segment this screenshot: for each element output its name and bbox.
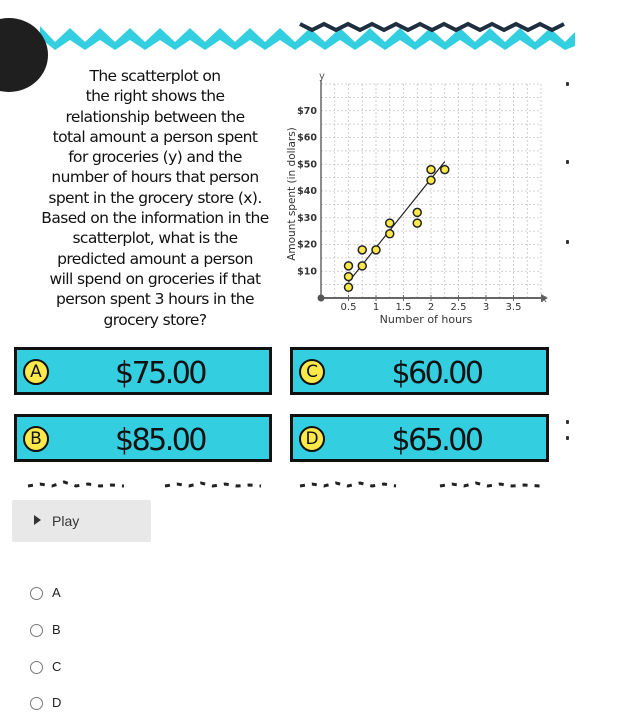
dashed-border — [0, 478, 575, 492]
question-text-line: number of hours that person — [51, 168, 259, 187]
question-text-line: the right shows the — [85, 87, 225, 106]
question-text-line: The scatterplot on — [89, 67, 221, 85]
data-point — [427, 176, 435, 184]
question-text-line: for groceries (y) and the — [68, 148, 242, 167]
data-point — [427, 166, 435, 174]
x-axis-label: Number of hours — [379, 313, 473, 326]
edge-mark — [566, 160, 569, 164]
data-point — [372, 246, 380, 254]
x-tick-label: 2 — [427, 302, 435, 313]
option-c-card — [290, 347, 549, 395]
y-tick-label: $60 — [297, 132, 317, 144]
answer-label-a: A — [52, 585, 61, 600]
edge-mark — [566, 420, 569, 424]
x-tick-label: 1 — [372, 302, 380, 313]
radio-icon[interactable] — [30, 697, 43, 710]
data-point — [413, 219, 421, 227]
radio-icon[interactable] — [30, 661, 43, 674]
play-button[interactable] — [12, 500, 151, 542]
question-text-line: spent in the grocery store (x). — [48, 188, 262, 207]
play-icon — [34, 515, 41, 525]
y-axis-letter: y — [319, 71, 325, 82]
zigzag-banner — [0, 0, 575, 60]
x-tick-label: 3 — [482, 302, 490, 313]
x-tick-label: 1.5 — [395, 302, 412, 313]
option-a-letter: A — [23, 359, 49, 385]
play-label: Play — [52, 513, 80, 529]
y-tick-label: $30 — [297, 212, 317, 224]
option-d-letter: D — [299, 426, 325, 452]
data-point — [386, 219, 394, 227]
answer-label-c: C — [52, 659, 62, 674]
option-b-letter: B — [23, 426, 49, 452]
y-tick-label: $40 — [297, 186, 317, 197]
origin-dot — [318, 295, 325, 302]
data-point — [386, 230, 394, 238]
option-c-value: $60.00 — [391, 356, 482, 391]
question-text-line: total amount a person spent — [52, 127, 258, 146]
question-text-line: relationship between the — [65, 107, 245, 126]
x-tick-label: 2.5 — [450, 302, 467, 313]
y-tick-label: $20 — [297, 239, 317, 251]
radio-icon[interactable] — [30, 587, 43, 600]
option-c-letter: C — [299, 359, 325, 385]
option-d-card — [290, 414, 549, 462]
question-text-line: scatterplot, what is the — [72, 229, 238, 248]
question-text-line: Based on the information in the — [41, 209, 269, 228]
data-point — [345, 283, 353, 291]
question-text-line: will spend on groceries if that — [49, 269, 261, 288]
option-b-value: $85.00 — [115, 423, 205, 458]
y-tick-label: $50 — [297, 159, 317, 171]
question-text-line: person spent 3 hours in the — [56, 290, 254, 309]
scatterplot-chart — [283, 66, 573, 336]
data-point — [413, 208, 421, 216]
option-a-card — [14, 347, 272, 395]
question-text-line: grocery store? — [103, 310, 207, 329]
data-point — [345, 273, 353, 281]
x-tick-label: 3.5 — [505, 302, 522, 313]
data-point — [345, 262, 353, 270]
data-point — [441, 166, 449, 174]
x-tick-label: 0.5 — [340, 302, 357, 313]
x-axis-letter: x — [541, 294, 547, 305]
answer-label-b: B — [52, 622, 61, 637]
question-text-line: predicted amount a person — [57, 249, 253, 268]
data-point — [358, 262, 366, 270]
chart-grid — [321, 84, 541, 298]
radio-icon[interactable] — [30, 624, 43, 637]
y-axis-label: Amount spent (in dollars) — [286, 127, 298, 261]
edge-mark — [566, 240, 569, 244]
y-tick-label: $10 — [297, 266, 317, 278]
option-a-value: $75.00 — [115, 356, 205, 391]
data-point — [358, 246, 366, 254]
option-b-card — [14, 414, 272, 462]
answer-label-d: D — [52, 695, 62, 710]
edge-mark — [566, 436, 569, 440]
option-d-value: $65.00 — [391, 423, 482, 458]
question-text — [28, 66, 282, 330]
edge-mark — [566, 82, 569, 86]
y-tick-label: $70 — [297, 105, 317, 117]
